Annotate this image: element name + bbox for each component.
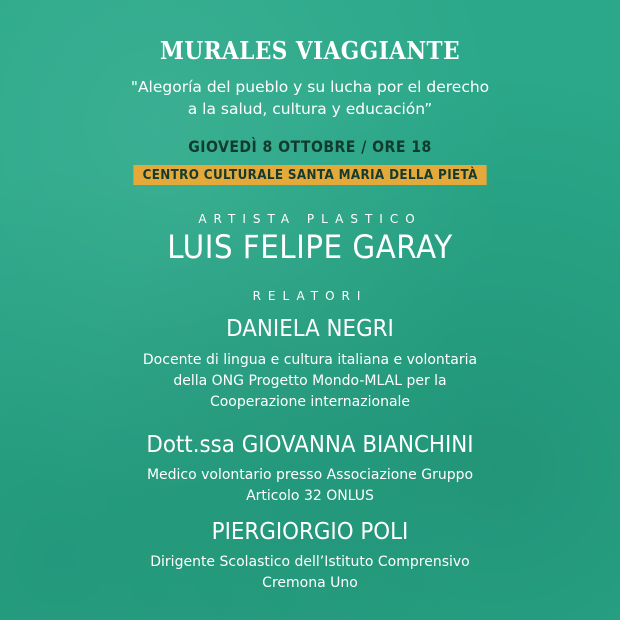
venue-label: CENTRO CULTURALE SANTA MARIA DELLA PIETÀ — [133, 165, 487, 185]
venue-band — [0, 164, 620, 185]
speaker-name-3: PIERGIORGIO POLI — [211, 519, 409, 545]
speaker-1-line-3: Cooperazione internazionale — [209, 394, 411, 410]
speaker-2-line-2: Articolo 32 ONLUS — [246, 488, 374, 504]
event-date: GIOVEDÌ 8 OTTOBRE / ORE 18 — [188, 137, 432, 156]
event-title: MURALES VIAGGIANTE — [159, 36, 460, 65]
speaker-name-1: DANIELA NEGRI — [226, 316, 394, 342]
speaker-description-1 — [0, 350, 620, 413]
speaker-description-2 — [0, 465, 620, 507]
speaker-1-line-2: della ONG Progetto Mondo-MLAL per la — [173, 373, 447, 389]
quote-line-2: a la salud, cultura y educación” — [187, 100, 433, 118]
artist-name: LUIS FELIPE GARAY — [167, 228, 453, 266]
speaker-1-line-1: Docente di lingua e cultura italiana e volontaria — [142, 352, 478, 368]
speaker-name-2: Dott.ssa GIOVANNA BIANCHINI — [146, 432, 474, 458]
speaker-2-line-1: Medico volontario presso Associazione Gruppo — [146, 467, 474, 483]
event-quote — [0, 76, 620, 120]
speakers-label: RELATORI — [252, 289, 368, 303]
speaker-description-3 — [0, 552, 620, 594]
quote-line-1: "Alegoría del pueblo y su lucha por el derecho — [130, 78, 490, 96]
speaker-3-line-1: Dirigente Scolastico dell’Istituto Comprensivo — [150, 554, 470, 570]
artist-label: ARTISTA PLASTICO — [198, 212, 422, 226]
speaker-3-line-2: Cremona Uno — [262, 575, 358, 591]
